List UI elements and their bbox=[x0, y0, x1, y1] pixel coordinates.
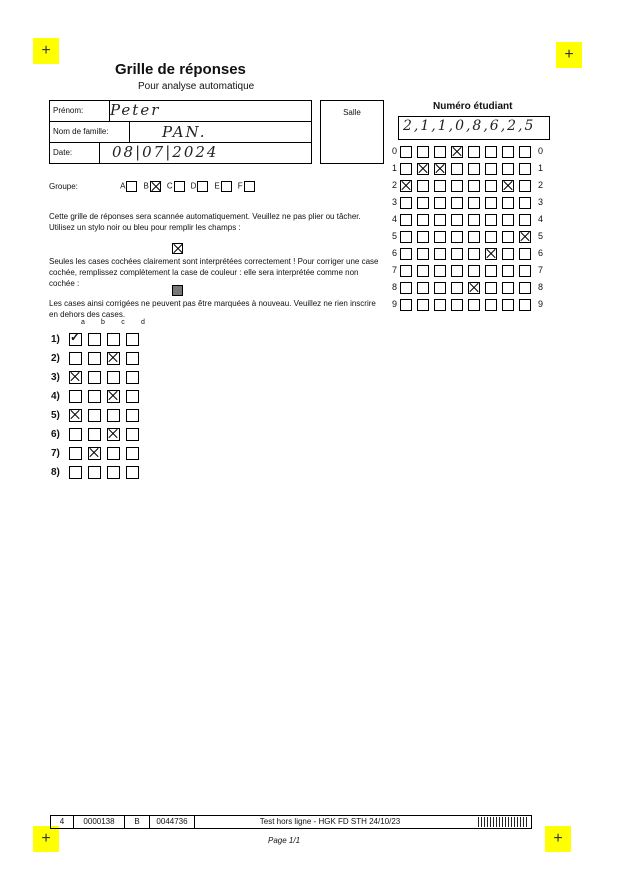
room-box[interactable] bbox=[320, 100, 384, 164]
student-digit-checkbox[interactable] bbox=[400, 146, 412, 158]
corner-marker-bottom-right: + bbox=[545, 826, 571, 852]
digit-label-right: 6 bbox=[538, 248, 544, 259]
student-digit-row bbox=[392, 299, 543, 313]
student-digit-checkbox[interactable] bbox=[400, 180, 412, 192]
student-digit-checkbox[interactable] bbox=[502, 265, 514, 277]
student-digit-checkbox[interactable] bbox=[519, 282, 531, 294]
question-number: 3) bbox=[51, 372, 60, 384]
student-digit-checkbox[interactable] bbox=[451, 180, 463, 192]
group-checkbox[interactable] bbox=[150, 181, 161, 192]
student-digit-checkbox[interactable] bbox=[519, 248, 531, 260]
group-option-c[interactable] bbox=[167, 181, 185, 192]
student-digit-checkbox[interactable] bbox=[434, 282, 446, 294]
student-digit-row bbox=[392, 231, 543, 245]
group-checkbox[interactable] bbox=[197, 181, 208, 192]
student-digit-checkbox[interactable] bbox=[502, 231, 514, 243]
group-option-label: C bbox=[166, 181, 173, 191]
digit-label-left: 5 bbox=[392, 231, 398, 242]
answer-checkbox-a[interactable] bbox=[69, 390, 82, 403]
answer-checkbox-b[interactable] bbox=[88, 371, 101, 384]
answer-checkbox-c[interactable] bbox=[107, 371, 120, 384]
group-option-a[interactable] bbox=[120, 181, 137, 192]
student-digit-checkbox[interactable] bbox=[400, 197, 412, 209]
group-label: Groupe: bbox=[49, 181, 78, 191]
group-option-b[interactable] bbox=[143, 181, 160, 192]
student-digit-checkbox[interactable] bbox=[400, 163, 412, 175]
digit-label-right: 7 bbox=[538, 265, 544, 276]
question-number: 6) bbox=[51, 429, 60, 441]
student-digit-checkbox[interactable] bbox=[485, 248, 497, 260]
answer-checkbox-d[interactable] bbox=[126, 466, 139, 479]
answer-checkbox-b[interactable] bbox=[88, 390, 101, 403]
group-option-label: A bbox=[120, 181, 126, 191]
instructions-1: Cette grille de réponses sera scannée automatiquement. Veuillez ne pas plier ou tâcher. Utilisez un stylo noir ou bleu pour remplir les champs : bbox=[49, 212, 361, 232]
question-number: 8) bbox=[51, 467, 60, 479]
student-digit-checkbox[interactable] bbox=[434, 146, 446, 158]
answer-checkbox-c[interactable] bbox=[107, 447, 120, 460]
student-digit-checkbox[interactable] bbox=[485, 163, 497, 175]
answer-column-c: c bbox=[121, 319, 125, 326]
page-title: Grille de réponses bbox=[115, 61, 246, 78]
student-digit-checkbox[interactable] bbox=[468, 214, 480, 226]
question-row bbox=[51, 333, 145, 349]
group-option-label: B bbox=[143, 181, 149, 191]
answer-checkbox-a[interactable] bbox=[69, 352, 82, 365]
answer-checkbox-a[interactable] bbox=[69, 371, 82, 384]
student-digit-checkbox[interactable] bbox=[468, 248, 480, 260]
answer-checkbox-a[interactable] bbox=[69, 447, 82, 460]
student-digit-checkbox[interactable] bbox=[417, 214, 429, 226]
student-digit-checkbox[interactable] bbox=[519, 197, 531, 209]
answer-checkbox-d[interactable] bbox=[126, 352, 139, 365]
date-label: Date: bbox=[50, 143, 100, 163]
answer-checkbox-b[interactable] bbox=[88, 466, 101, 479]
footer-cell-3: B bbox=[125, 816, 150, 828]
student-digit-row bbox=[392, 265, 543, 279]
student-digit-checkbox[interactable] bbox=[434, 231, 446, 243]
student-digit-row bbox=[392, 163, 543, 177]
student-digit-checkbox[interactable] bbox=[417, 248, 429, 260]
student-digit-row bbox=[392, 146, 543, 160]
footer-bar bbox=[50, 815, 532, 829]
student-digit-checkbox[interactable] bbox=[485, 214, 497, 226]
answer-checkbox-c[interactable] bbox=[107, 352, 120, 365]
student-digit-checkbox[interactable] bbox=[502, 299, 514, 311]
answer-checkbox-c[interactable] bbox=[107, 409, 120, 422]
group-selector bbox=[49, 181, 261, 192]
corner-marker-bottom-left: + bbox=[33, 826, 59, 852]
group-checkbox[interactable] bbox=[126, 181, 137, 192]
student-digit-checkbox[interactable] bbox=[400, 248, 412, 260]
student-digit-checkbox[interactable] bbox=[400, 282, 412, 294]
footer-label: Test hors ligne - HGK FD STH 24/10/23 bbox=[259, 817, 401, 826]
footer-cell-4: 0044736 bbox=[150, 816, 195, 828]
digit-label-left: 2 bbox=[392, 180, 398, 191]
student-digit-checkbox[interactable] bbox=[400, 265, 412, 277]
student-digit-checkbox[interactable] bbox=[434, 197, 446, 209]
student-digit-checkbox[interactable] bbox=[502, 163, 514, 175]
student-digit-checkbox[interactable] bbox=[519, 163, 531, 175]
student-number-handwritten-box[interactable] bbox=[398, 116, 550, 140]
corner-marker-top-right: + bbox=[556, 42, 582, 68]
question-row bbox=[51, 352, 145, 368]
student-digit-checkbox[interactable] bbox=[451, 163, 463, 175]
page-subtitle: Pour analyse automatique bbox=[138, 81, 255, 92]
digit-label-right: 3 bbox=[538, 197, 544, 208]
student-digit-checkbox[interactable] bbox=[451, 299, 463, 311]
student-digit-checkbox[interactable] bbox=[485, 282, 497, 294]
student-digit-checkbox[interactable] bbox=[485, 299, 497, 311]
student-digit-row bbox=[392, 214, 543, 228]
lastname-label: Nom de famille: bbox=[50, 122, 130, 142]
group-option-d[interactable] bbox=[191, 181, 209, 192]
student-digit-checkbox[interactable] bbox=[502, 197, 514, 209]
answer-checkbox-d[interactable] bbox=[126, 428, 139, 441]
student-digit-checkbox[interactable] bbox=[502, 146, 514, 158]
group-option-label: E bbox=[214, 181, 220, 191]
digit-label-left: 7 bbox=[392, 265, 398, 276]
lastname-row[interactable] bbox=[50, 122, 311, 143]
answer-column-a: a bbox=[81, 319, 85, 326]
digit-label-right: 5 bbox=[538, 231, 544, 242]
digit-label-right: 2 bbox=[538, 180, 544, 191]
student-digit-checkbox[interactable] bbox=[502, 248, 514, 260]
answer-checkbox-a[interactable] bbox=[69, 428, 82, 441]
student-digit-checkbox[interactable] bbox=[468, 265, 480, 277]
digit-label-right: 0 bbox=[538, 146, 544, 157]
answer-checkbox-d[interactable] bbox=[126, 447, 139, 460]
group-option-f[interactable] bbox=[238, 181, 255, 192]
student-digit-checkbox[interactable] bbox=[451, 282, 463, 294]
answer-checkbox-c[interactable] bbox=[107, 333, 120, 346]
digit-label-left: 0 bbox=[392, 146, 398, 157]
student-digit-checkbox[interactable] bbox=[468, 180, 480, 192]
firstname-value: Peter bbox=[110, 101, 161, 119]
answer-column-b: b bbox=[101, 319, 105, 326]
answer-checkbox-c[interactable] bbox=[107, 466, 120, 479]
digit-label-left: 9 bbox=[392, 299, 398, 310]
student-digit-checkbox[interactable] bbox=[468, 146, 480, 158]
question-number: 4) bbox=[51, 391, 60, 403]
barcode-icon bbox=[478, 817, 528, 827]
group-checkbox[interactable] bbox=[244, 181, 255, 192]
student-digit-checkbox[interactable] bbox=[417, 197, 429, 209]
digit-label-left: 4 bbox=[392, 214, 398, 225]
student-digit-checkbox[interactable] bbox=[485, 265, 497, 277]
student-digit-checkbox[interactable] bbox=[468, 197, 480, 209]
question-number: 2) bbox=[51, 353, 60, 365]
date-row[interactable] bbox=[50, 143, 311, 163]
digit-label-right: 4 bbox=[538, 214, 544, 225]
student-digit-checkbox[interactable] bbox=[502, 214, 514, 226]
footer-cell-2: 0000138 bbox=[74, 816, 125, 828]
question-number: 1) bbox=[51, 334, 60, 346]
question-row bbox=[51, 466, 145, 482]
student-digit-checkbox[interactable] bbox=[417, 231, 429, 243]
student-digit-checkbox[interactable] bbox=[485, 180, 497, 192]
lastname-value: PAN. bbox=[162, 123, 207, 141]
answer-checkbox-d[interactable] bbox=[126, 371, 139, 384]
answer-columns-header bbox=[73, 319, 153, 326]
student-digit-checkbox[interactable] bbox=[434, 265, 446, 277]
answer-checkbox-c[interactable] bbox=[107, 428, 120, 441]
firstname-label: Prénom: bbox=[50, 101, 110, 121]
answer-checkbox-b[interactable] bbox=[88, 409, 101, 422]
student-digit-checkbox[interactable] bbox=[417, 180, 429, 192]
corner-marker-top-left: + bbox=[33, 38, 59, 64]
student-digit-checkbox[interactable] bbox=[417, 163, 429, 175]
student-digit-row bbox=[392, 197, 543, 211]
student-digit-checkbox[interactable] bbox=[417, 299, 429, 311]
instructions-2: Seules les cases cochées clairement sont interprétées correctement ! Pour corriger une case cochée, remplissez complètement la case de couleur : elle sera interprétée comme non cochée : bbox=[49, 257, 379, 288]
question-row bbox=[51, 390, 145, 406]
student-digit-checkbox[interactable] bbox=[468, 163, 480, 175]
student-digit-checkbox[interactable] bbox=[485, 231, 497, 243]
student-digit-checkbox[interactable] bbox=[451, 248, 463, 260]
answer-checkbox-d[interactable] bbox=[126, 333, 139, 346]
room-label: Salle bbox=[343, 108, 361, 117]
student-digit-checkbox[interactable] bbox=[434, 163, 446, 175]
answer-checkbox-b[interactable] bbox=[88, 333, 101, 346]
student-digit-checkbox[interactable] bbox=[417, 146, 429, 158]
answer-checkbox-d[interactable] bbox=[126, 409, 139, 422]
student-digit-checkbox[interactable] bbox=[502, 282, 514, 294]
digit-label-right: 1 bbox=[538, 163, 544, 174]
question-row bbox=[51, 371, 145, 387]
digit-label-right: 9 bbox=[538, 299, 544, 310]
answer-checkbox-a[interactable] bbox=[69, 409, 82, 422]
student-digit-checkbox[interactable] bbox=[451, 265, 463, 277]
student-digit-checkbox[interactable] bbox=[468, 299, 480, 311]
question-row bbox=[51, 447, 145, 463]
question-number: 5) bbox=[51, 410, 60, 422]
group-option-label: F bbox=[237, 181, 243, 191]
student-digit-checkbox[interactable] bbox=[519, 180, 531, 192]
instructions-3: Les cases ainsi corrigées ne peuvent pas être marquées à nouveau. Veuillez ne rien inscrire en dehors des cases. bbox=[49, 299, 376, 319]
student-number-handwritten: 2,1,1,0,8,6,2,5 bbox=[403, 118, 536, 134]
answer-checkbox-d[interactable] bbox=[126, 390, 139, 403]
question-row bbox=[51, 409, 145, 425]
student-digit-checkbox[interactable] bbox=[451, 231, 463, 243]
student-digit-row bbox=[392, 180, 543, 194]
answer-column-d: d bbox=[141, 319, 145, 326]
student-digit-checkbox[interactable] bbox=[400, 231, 412, 243]
student-digit-checkbox[interactable] bbox=[434, 299, 446, 311]
student-digit-checkbox[interactable] bbox=[485, 197, 497, 209]
group-checkbox[interactable] bbox=[174, 181, 185, 192]
question-number: 7) bbox=[51, 448, 60, 460]
student-digit-checkbox[interactable] bbox=[400, 299, 412, 311]
group-option-label: D bbox=[190, 181, 197, 191]
student-digit-checkbox[interactable] bbox=[502, 180, 514, 192]
student-digit-checkbox[interactable] bbox=[468, 282, 480, 294]
digit-label-left: 6 bbox=[392, 248, 398, 259]
student-digit-checkbox[interactable] bbox=[400, 214, 412, 226]
group-checkbox[interactable] bbox=[221, 181, 232, 192]
answer-checkbox-b[interactable] bbox=[88, 428, 101, 441]
answer-checkbox-b[interactable] bbox=[88, 352, 101, 365]
answer-checkbox-a[interactable] bbox=[69, 466, 82, 479]
digit-label-right: 8 bbox=[538, 282, 544, 293]
group-option-e[interactable] bbox=[214, 181, 231, 192]
answer-checkbox-b[interactable] bbox=[88, 447, 101, 460]
digit-label-left: 8 bbox=[392, 282, 398, 293]
student-digit-checkbox[interactable] bbox=[519, 231, 531, 243]
student-digit-checkbox[interactable] bbox=[451, 146, 463, 158]
student-digit-checkbox[interactable] bbox=[434, 248, 446, 260]
student-digit-checkbox[interactable] bbox=[519, 265, 531, 277]
page-number: Page 1/1 bbox=[268, 836, 301, 845]
digit-label-left: 3 bbox=[392, 197, 398, 208]
student-digit-checkbox[interactable] bbox=[519, 146, 531, 158]
student-digit-checkbox[interactable] bbox=[519, 299, 531, 311]
date-value: 08|07|2024 bbox=[112, 143, 219, 161]
student-digit-checkbox[interactable] bbox=[519, 214, 531, 226]
footer-cell-1: 4 bbox=[51, 816, 74, 828]
student-digit-checkbox[interactable] bbox=[417, 282, 429, 294]
firstname-row[interactable] bbox=[50, 101, 311, 122]
identity-box bbox=[49, 100, 312, 164]
student-digit-row bbox=[392, 282, 543, 296]
student-digit-checkbox[interactable] bbox=[434, 180, 446, 192]
answer-checkbox-a[interactable] bbox=[69, 333, 82, 346]
digit-label-left: 1 bbox=[392, 163, 398, 174]
question-row bbox=[51, 428, 145, 444]
student-digit-checkbox[interactable] bbox=[451, 214, 463, 226]
student-number-title: Numéro étudiant bbox=[433, 101, 513, 112]
student-digit-checkbox[interactable] bbox=[417, 265, 429, 277]
student-digit-row bbox=[392, 248, 543, 262]
answer-checkbox-c[interactable] bbox=[107, 390, 120, 403]
student-digit-checkbox[interactable] bbox=[434, 214, 446, 226]
student-digit-checkbox[interactable] bbox=[451, 197, 463, 209]
student-digit-checkbox[interactable] bbox=[485, 146, 497, 158]
student-digit-checkbox[interactable] bbox=[468, 231, 480, 243]
